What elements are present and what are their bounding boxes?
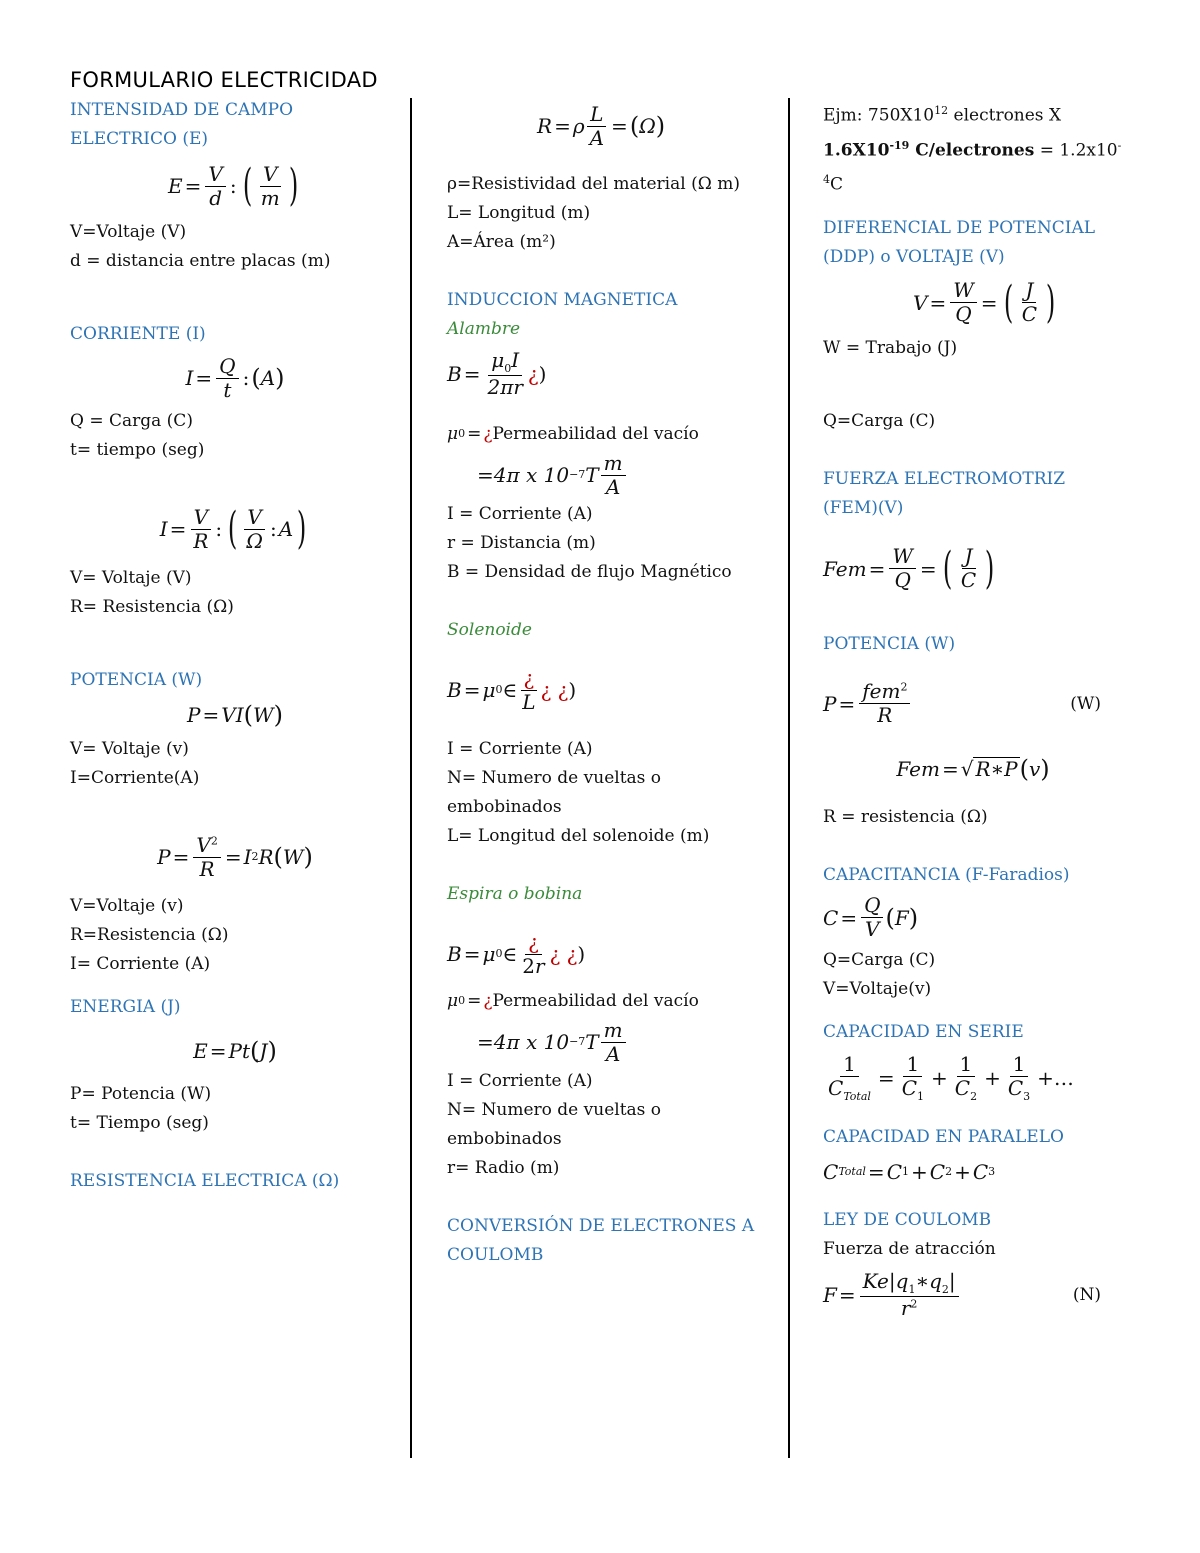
- def-longitud-solenoide: L= Longitud del solenoide (m): [447, 826, 710, 846]
- formula-corriente-qt: I = $\frac{Q}{t}$ : ( A ): [185, 353, 285, 402]
- def-voltaje-5: V=Voltaje(v): [823, 978, 932, 999]
- subheading-alambre: Alambre: [447, 319, 521, 339]
- heading-energia: ENERGIA (J): [70, 997, 181, 1017]
- formula-capacidad-paralelo: C Total = C 1 + C 2 + C 3: [823, 1159, 996, 1184]
- heading-serie: CAPACIDAD EN SERIE: [823, 1021, 1024, 1042]
- def-tiempo-2: t= Tiempo (seg): [70, 1113, 209, 1133]
- column-1: [70, 96, 400, 1196]
- def-radio: r= Radio (m): [447, 1158, 560, 1178]
- ejemplo-linea-1-exp: 12: [934, 104, 949, 117]
- def-permeabilidad-2-text: Permeabilidad del vacío: [492, 990, 699, 1011]
- heading-conversion: CONVERSIÓN DE ELECTRONES A COULOMB: [447, 1216, 755, 1265]
- ejemplo-linea-1: [823, 96, 1123, 131]
- def-permeabilidad: μ 0 = ¿ Permeabilidad del vacío: [447, 423, 699, 444]
- formula-coulomb: F = $\frac{Ke|q_1∗q_2|}{r^2}$ (N): [823, 1268, 1101, 1321]
- def-distancia: d = distancia entre placas (m): [70, 251, 331, 271]
- def-voltaje: V=Voltaje (V): [70, 222, 187, 242]
- formula-capacidad-serie: $\frac{1}{C_{Total}}$ = $\frac{1}{C_1}$ + $\frac{1}{C_2}$ + $\frac{1}{C_3}$ +…: [828, 1051, 1074, 1103]
- heading-corriente: CORRIENTE (I): [70, 324, 206, 344]
- formula-fem-raiz: Fem = √ R∗P ( v ): [896, 754, 1050, 783]
- ejemplo-linea-2-b: C/electrones: [909, 140, 1035, 161]
- heading-potencia: POTENCIA (W): [70, 670, 203, 690]
- ejemplo-linea-1-a: Ejm: 750X10: [823, 105, 935, 126]
- def-tiempo: t= tiempo (seg): [70, 440, 205, 460]
- formula-capacitancia: C = $\frac{Q}{V}$ ( F ): [823, 893, 919, 942]
- def-area: A=Área (m²): [447, 232, 556, 252]
- ejemplo-linea-2-c: = 1.2x10: [1034, 140, 1118, 161]
- def-carga-2: Q=Carga (C): [823, 410, 936, 431]
- def-corriente-3: I = Corriente (A): [447, 504, 593, 524]
- def-distancia-2: r = Distancia (m): [447, 533, 596, 553]
- def-numero-vueltas: N= Numero de vueltas o embobinados: [447, 768, 662, 817]
- ejemplo-linea-3-exp: 4: [823, 173, 830, 187]
- page-title: FORMULARIO ELECTRICIDAD: [70, 68, 378, 92]
- def-resistividad: ρ=Resistividad del material (Ω m): [447, 174, 740, 194]
- formula-campo-electrico: E = $\frac{V}{d}$ : ( $\frac{V}{m}$ ): [168, 160, 299, 212]
- column-3: [823, 96, 1123, 1326]
- heading-coulomb: LEY DE COULOMB: [823, 1209, 992, 1230]
- formula-resistencia: R = ρ $\frac{L}{A}$ = ( Ω ): [537, 101, 666, 150]
- column-divider-1: [410, 98, 412, 1458]
- def-resistencia-3: R = resistencia (Ω): [823, 806, 988, 827]
- def-voltaje-3: V= Voltaje (v): [70, 739, 189, 759]
- def-longitud: L= Longitud (m): [447, 203, 591, 223]
- def-corriente-5: I = Corriente (A): [447, 1071, 593, 1091]
- def-numero-vueltas-2: N= Numero de vueltas o embobinados: [447, 1100, 662, 1149]
- def-permeabilidad-2: μ 0 = ¿ Permeabilidad del vacío: [447, 990, 699, 1011]
- ejemplo-linea-3: [823, 165, 1123, 200]
- heading-potencia-2: POTENCIA (W): [823, 633, 956, 654]
- def-voltaje-2: V= Voltaje (V): [70, 568, 192, 588]
- column-2: [447, 96, 767, 1270]
- ejemplo-linea-2: [823, 131, 1123, 166]
- formula-solenoide: B = μ 0 ∈ $\frac{¿}{L}$ ¿ ¿ ): [447, 665, 577, 714]
- def-potencia: P= Potencia (W): [70, 1084, 212, 1104]
- ejemplo-linea-2-a: 1.6X10: [823, 140, 890, 161]
- def-corriente-4: I = Corriente (A): [447, 739, 593, 759]
- formula-espira: B = μ 0 ∈ $\frac{¿}{2r}$ ¿ ¿ ): [447, 929, 586, 978]
- unidad-newtons: (N): [1072, 1284, 1101, 1305]
- formula-voltaje: V = $\frac{W}{Q}$ = ( $\frac{J}{C}$ ): [913, 277, 1056, 329]
- formula-corriente-ohm: I = $\frac{V}{R}$ : ( $\frac{V}{\Omega}$ : A ): [159, 503, 307, 555]
- heading-resistencia: RESISTENCIA ELECTRICA (Ω): [70, 1171, 340, 1191]
- heading-paralelo: CAPACIDAD EN PARALELO: [823, 1126, 1064, 1147]
- heading-induccion: INDUCCION MAGNETICA: [447, 290, 678, 310]
- def-densidad-flujo: B = Densidad de flujo Magnético: [447, 562, 732, 582]
- heading-capacitancia: CAPACITANCIA (F-Faradios): [823, 864, 1070, 885]
- unidad-watts: (W): [1070, 693, 1101, 714]
- ejemplo-linea-2-exp2: -: [1117, 138, 1122, 152]
- def-carga-3: Q=Carga (C): [823, 949, 936, 970]
- formula-alambre: B = $\frac{\mu_0I}{2\pi r}$ ¿ ): [447, 347, 547, 400]
- def-resistencia: R= Resistencia (Ω): [70, 597, 234, 617]
- def-resistencia-2: R=Resistencia (Ω): [70, 925, 229, 945]
- heading-ddp: DIFERENCIAL DE POTENCIAL (DDP) o VOLTAJE (V): [823, 217, 1096, 267]
- subheading-espira: Espira o bobina: [447, 884, 583, 904]
- def-permeabilidad-text: Permeabilidad del vacío: [492, 423, 699, 444]
- ejemplo-linea-3-b: C: [830, 174, 844, 195]
- column-divider-2: [788, 98, 790, 1458]
- formula-permeabilidad-valor: = 4π x 10 −7 T $\frac{m}{A}$: [447, 450, 767, 500]
- heading-campo-electrico-2: ELECTRICO (E): [70, 129, 208, 149]
- ejemplo-linea-1-b: electrones X: [948, 105, 1062, 126]
- formula-potencia-vi: P = VI ( W ): [187, 700, 283, 729]
- def-corriente: I=Corriente(A): [70, 768, 200, 788]
- formula-energia: E = Pt ( J ): [193, 1036, 277, 1065]
- formula-permeabilidad-valor-2: = 4π x 10 −7 T $\frac{m}{A}$: [447, 1017, 767, 1067]
- def-carga: Q = Carga (C): [70, 411, 193, 431]
- heading-fem: FUERZA ELECTROMOTRIZ (FEM)(V): [823, 468, 1066, 518]
- subheading-solenoide: Solenoide: [447, 620, 532, 640]
- def-trabajo: W = Trabajo (J): [823, 337, 958, 358]
- formula-fem: Fem = $\frac{W}{Q}$ = ( $\frac{J}{C}$ ): [823, 543, 995, 595]
- ejemplo-linea-2-exp: -19: [889, 138, 910, 152]
- def-voltaje-4: V=Voltaje (v): [70, 896, 184, 916]
- formula-potencia-v2r: P = $\frac{V^2}{R}$ = I 2 R ( W ): [157, 832, 313, 881]
- def-corriente-2: I= Corriente (A): [70, 954, 211, 974]
- def-fuerza-atraccion: Fuerza de atracción: [823, 1238, 996, 1259]
- heading-campo-electrico-1: INTENSIDAD DE CAMPO: [70, 100, 294, 120]
- formula-potencia-fem: P = $\frac{fem^2}{R}$ (W): [823, 679, 1101, 728]
